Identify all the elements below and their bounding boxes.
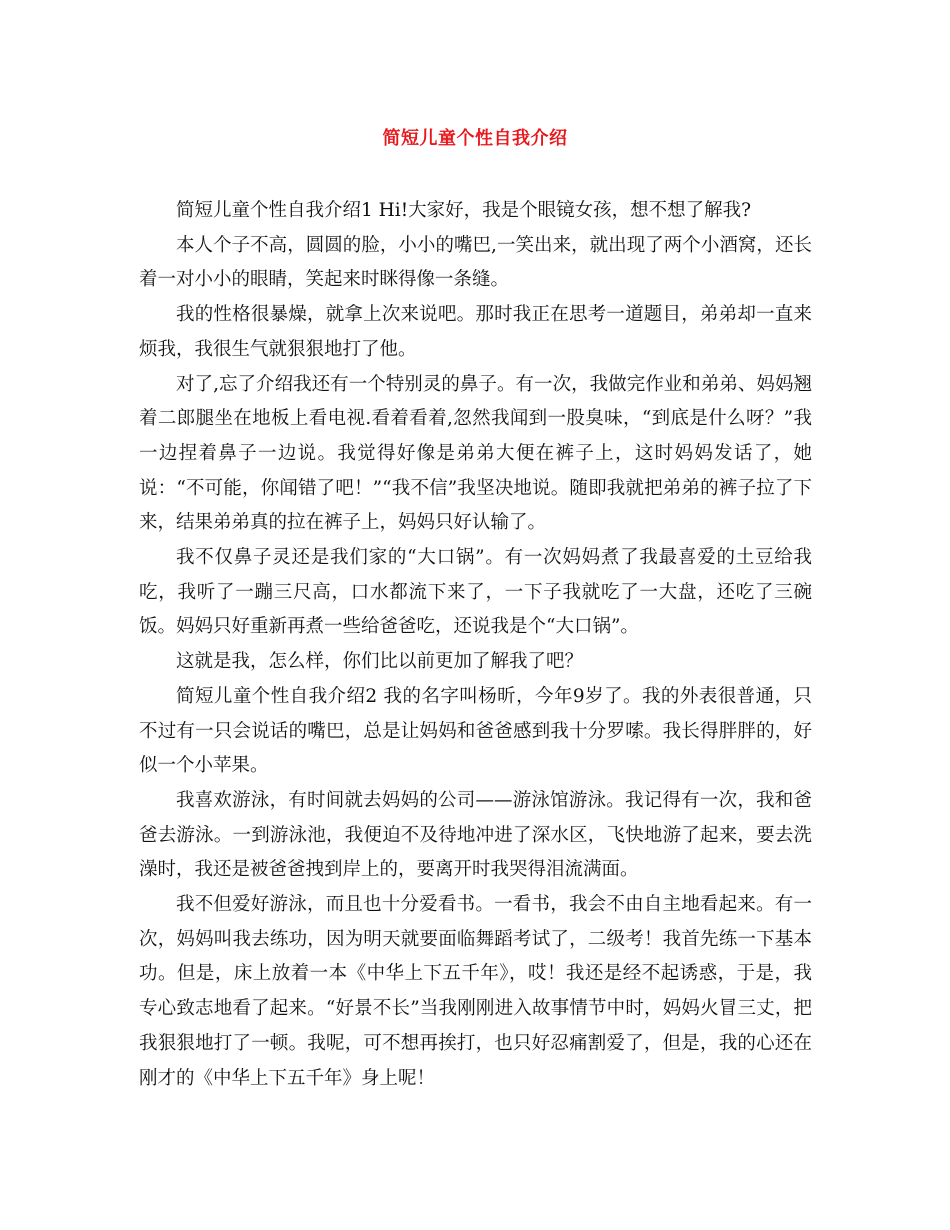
paragraph: 我的性格很暴燥，就拿上次来说吧。那时我正在思考一道题目，弟弟却一直来烦我，我很生气就狠狠地打了他。: [139, 304, 812, 360]
document-title: 简短儿童个性自我介绍: [382, 128, 568, 149]
paragraph: 这就是我，怎么样，你们比以前更加了解我了吧？: [176, 651, 584, 673]
paragraph: 简短儿童个性自我介绍2 我的名字叫杨昕，今年9岁了。我的外表很普通，只不过有一只会说话的嘴巴，总是让妈妈和爸爸感到我十分罗嗦。我长得胖胖的，好似一个小苹果。: [139, 685, 812, 777]
paragraph: 简短儿童个性自我介绍1 Hi!大家好，我是个眼镜女孩，想不想了解我?: [176, 200, 752, 221]
paragraph: 本人个子不高，圆圆的脸，小小的嘴巴,一笑出来，就出现了两个小酒窝，还长着一对小小的眼睛，笑起来时眯得像一条缝。: [139, 234, 812, 291]
paragraph: 我喜欢游泳，有时间就去妈妈的公司——游泳馆游泳。我记得有一次，我和爸爸去游泳。一到游泳池，我便迫不及待地冲进了深水区，飞快地游了起来，要去洗澡时，我还是被爸爸拽到岸上的，要离开时我哭得泪流满面。: [139, 789, 812, 881]
document-body: [139, 194, 812, 1096]
paragraph: 对了,忘了介绍我还有一个特别灵的鼻子。有一次，我做完作业和弟弟、妈妈翘着二郎腿坐在地板上看电视.看着看着,忽然我闻到一股臭味，“到底是什么呀？”我一边捏着鼻子一边说。我觉得好像是弟弟大便在裤子上，这时妈妈发话了，她说：“不可能，你闻错了吧！”“我不信”我坚决地说。随即我就把弟弟的裤子拉了下来，结果弟弟真的拉在裤子上，妈妈只好认输了。: [139, 373, 812, 534]
paragraph: 我不但爱好游泳，而且也十分爱看书。一看书，我会不由自主地看起来。有一次，妈妈叫我去练功，因为明天就要面临舞蹈考试了，二级考！我首先练一下基本功。但是，床上放着一本《中华上下五千年》，哎！我还是经不起诱惑，于是，我专心致志地看了起来。“好景不长”当我刚刚进入故事情节中时，妈妈火冒三丈，把我狠狠地打了一顿。我呢，可不想再挨打，也只好忍痛割爱了，但是，我的心还在刚才的《中华上下五千年》身上呢！: [139, 894, 812, 1089]
paragraph: 我不仅鼻子灵还是我们家的“大口锅”。有一次妈妈煮了我最喜爱的土豆给我吃，我听了一蹦三尺高，口水都流下来了，一下子我就吃了一大盘，还吃了三碗饭。妈妈只好重新再煮一些给爸爸吃，还说我是个“大口锅”。: [139, 547, 812, 638]
